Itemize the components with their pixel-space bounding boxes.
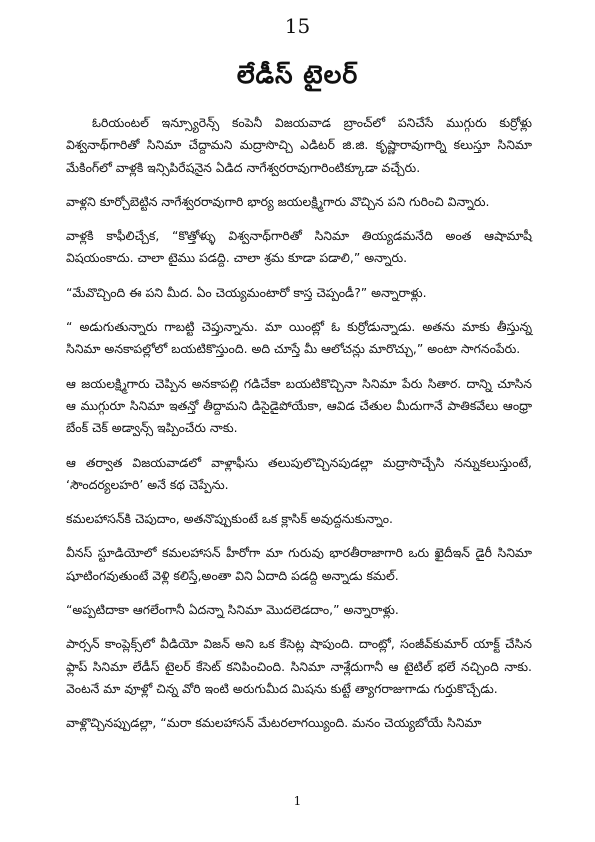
body-text bbox=[66, 112, 532, 747]
paragraph: వాళ్లని కూర్చోబెట్టిన నాగేశ్వరరావుగారి భార్య జయలక్ష్మిగారు వొచ్చిన పని గురించి విన్నారు. bbox=[66, 193, 490, 209]
paragraph: కమలహాసన్‌కి చెపుదాం, అతనొప్పుకుంటే ఒక క్లాసిక్ అవుద్దనుకున్నాం. bbox=[66, 511, 393, 527]
paragraph: “అప్పటిదాకా ఆగలేంగానీ ఏదన్నా సినిమా మొదలెడదాం,” అన్నారాళ్లు. bbox=[66, 602, 399, 618]
chapter-number: 15 bbox=[284, 14, 311, 38]
paragraph: ఆ జయలక్ష్మిగారు చెప్పిన అనకాపల్లి గడిచేకా బయటికొచ్చినా సినిమా పేరు సితార. దాన్ని చూసిన ఆ ముగ్గురూ సినిమా ఇతన్తో తీద్దామని డిసైడైపోయేకా, ఆవిడ చేతుల మీదుగానే పాతికవేలు ఆంధ్రా బేంక్ చెక్ అడ్వాన్స్ ఇప్పించేరు నాకు. bbox=[66, 375, 532, 436]
paragraph: వీనస్ స్టూడియోలో కమలహాసన్ హీరోగా మా గురువు భారతీరాజాగారి ఒరు ఖైదీఇన్ డైరీ సినిమా షూటింగవుతుంటే వెళ్లి కలిస్తే,అంతా విని ఏదాది పడద్ది అన్నాడు కమల్. bbox=[66, 545, 532, 583]
paragraph: పార్సన్ కాంప్లెక్స్‌లో వీడియో విజన్ అని ఒక కేసెట్ల షాపుంది. దాంట్లో, సంజీవ్‌కుమార్ యాక్ట్ చేసిన ఫ్లాప్ సినిమా లేడీస్ టైలర్ కేసెట్ కనిపించింది. సినిమా నాశ్లేదుగానీ ఆ టైటిల్ భలే నచ్చింది నాకు. వెంటనే మా వూళ్లో చిన్న వోరి ఇంటి అరుగుమీద మిషను కుట్టే త్యాగరాజుగాడు గుర్తుకొచ్చేడు. bbox=[66, 636, 532, 696]
paragraph: “ అడుగుతున్నారు గాబట్టి చెప్తున్నాను. మా యింట్లో ఓ కుర్రోడున్నాడు. అతను మాకు తీస్తున్న సినిమా అనకాపల్లోలో బయటికొస్తుంది. అది చూస్తే మీ ఆలోచన్లు మారొచ్చు,” అంటా సాగనంపేరు. bbox=[66, 319, 532, 357]
paragraph: వాళ్లకి కాఫీలిచ్చేక, “కొత్తోళ్ళు విశ్వనాథ్‌గారితో సినిమా తియ్యడమనేది అంత ఆషామాషీ విషయంకాదు. చాలా టైము పడద్ది. చాలా శ్రమ కూడా పడాలి,” అన్నారు. bbox=[66, 228, 532, 266]
paragraph: వాళ్లొచ్చినప్పుడల్లా, “మరా కమలహాసన్ మేటరలాగయ్యింది. మనం చెయ్యబోయే సినిమా bbox=[66, 715, 482, 731]
paragraph: ఓరియంటల్ ఇన్స్యూరెన్స్ కంపెనీ విజయవాడ బ్రాంచ్‌లో పనిచేసే ముగ్గురు కుర్రోళ్లు విశ్వనాథ్‌గారితో సినిమా చేద్దామని మద్రాసొచ్చి ఎడిటర్ జి.జి. కృష్ణారావుగార్ని కలుస్తూ సినిమా మేకింగ్‌లో వాళ్లకి ఇన్సిపిరేషనైన ఏడిద నాగేశ్వరరావుగారింటిక్కూడా వచ్చేరు. bbox=[66, 115, 532, 175]
page-number: 1 bbox=[293, 794, 302, 808]
paragraph: ఆ తర్వాత విజయవాడలో వాళ్లాఫీసు తలుపులొచ్చినపుడల్లా మద్రాసొచ్చేసి నన్నుకలుస్తుంటే, ‘సౌందర్యలహరి’ అనే కథ చెప్పేను. bbox=[66, 454, 532, 492]
paragraph: “మేవొచ్చింది ఈ పని మీద. ఏం చెయ్యమంటారో కాస్త చెప్పండీ?” అన్నారాళ్లు. bbox=[66, 284, 427, 300]
chapter-title: లేడీస్ టైలర్ bbox=[236, 60, 359, 89]
